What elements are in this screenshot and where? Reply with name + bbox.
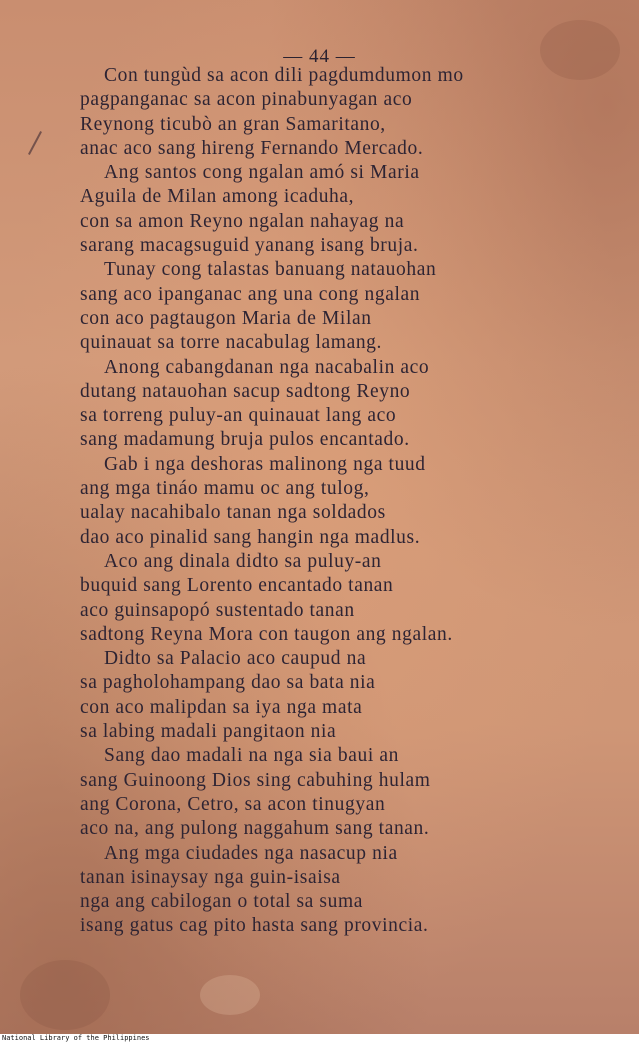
- text-line: ualay nacahibalo tanan nga soldados: [80, 502, 386, 524]
- text-line: con sa amon Reyno ngalan nahayag na: [80, 210, 405, 232]
- text-line: pagpanganac sa acon pinabunyagan aco: [80, 89, 413, 111]
- text-line: Sang dao madali na nga sia baui an: [104, 745, 399, 767]
- text-line: sa torreng puluy-an quinauat lang aco: [80, 405, 397, 427]
- text-line: aco guinsapopó sustentado tanan: [80, 599, 355, 621]
- text-line: buquid sang Lorento encantado tanan: [80, 575, 394, 597]
- text-line: aco na, ang pulong naggahum sang tanan.: [80, 818, 430, 840]
- text-line: con aco pagtaugon Maria de Milan: [80, 307, 372, 329]
- text-line: tanan isinaysay nga guin-isaisa: [80, 866, 341, 888]
- text-line: Con tungùd sa acon dili pagdumdumon mo: [104, 65, 464, 86]
- text-line: ang mga tináo mamu oc ang tulog,: [80, 478, 370, 500]
- text-line: anac aco sang hireng Fernando Mercado.: [80, 137, 424, 159]
- paper-stain: [200, 975, 260, 1015]
- text-line: sang madamung bruja pulos encantado.: [80, 429, 410, 451]
- text-line: sang aco ipanganac ang una cong ngalan: [80, 283, 421, 305]
- text-line: Gab i nga deshoras malinong nga tuud: [104, 453, 426, 475]
- text-line: sang Guinoong Dios sing cabuhing hulam: [80, 769, 431, 791]
- text-line: dao aco pinalid sang hangin nga madlus.: [80, 526, 421, 548]
- margin-pencil-mark: [28, 131, 42, 155]
- text-line: Ang santos cong ngalan amó si Maria: [104, 162, 420, 184]
- paper-stain: [20, 960, 110, 1030]
- text-line: dutang natauohan sacup sadtong Reyno: [80, 380, 411, 402]
- text-line: sarang macagsuguid yanang isang bruja.: [80, 235, 419, 257]
- text-line: nga ang cabilogan o total sa suma: [80, 891, 363, 913]
- text-line: Didto sa Palacio aco caupud na: [104, 648, 367, 670]
- text-line: sadtong Reyna Mora con taugon ang ngalan.: [80, 623, 453, 645]
- library-credit: National Library of the Philippines: [2, 1034, 150, 1042]
- text-line: Anong cabangdanan nga nacabalin aco: [104, 356, 430, 378]
- text-line: isang gatus cag pito hasta sang provincia.: [80, 915, 429, 937]
- text-line: sa pagholohampang dao sa bata nia: [80, 672, 376, 694]
- poem-text: [80, 64, 580, 939]
- text-line: Reynong ticubò an gran Samaritano,: [80, 113, 386, 135]
- page-number: — 44 —: [283, 46, 356, 67]
- text-line: ang Corona, Cetro, sa acon tinugyan: [80, 793, 386, 815]
- text-line: con aco malipdan sa iya nga mata: [80, 696, 363, 718]
- text-line: Tunay cong talastas banuang natauohan: [104, 259, 437, 281]
- text-line: sa labing madali pangitaon nia: [80, 721, 337, 743]
- text-line: Aco ang dinala didto sa puluy-an: [104, 550, 382, 572]
- text-line: quinauat sa torre nacabulag lamang.: [80, 332, 383, 354]
- text-line: Aguila de Milan among icaduha,: [80, 186, 355, 208]
- text-line: Ang mga ciudades nga nasacup nia: [104, 842, 398, 864]
